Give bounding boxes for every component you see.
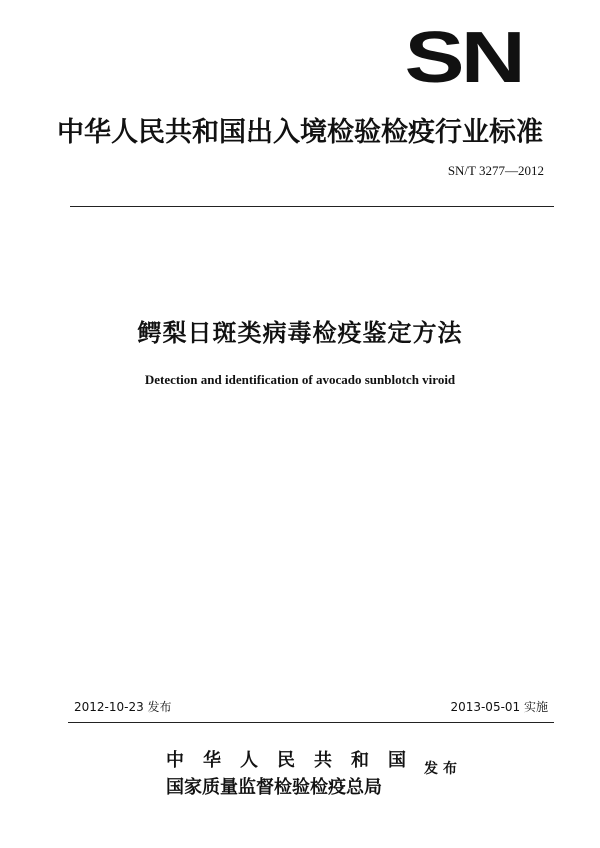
publish-mark: 发布 <box>424 761 462 777</box>
implementation-date: 2013-05-01 实施 <box>450 700 548 714</box>
industry-standard-title: 中华人民共和国出入境检验检疫行业标准 <box>57 117 543 148</box>
top-divider <box>70 206 554 207</box>
issue-date: 2012-10-23 发布 <box>74 700 172 714</box>
document-title-en: Detection and identification of avocado sunblotch viroid <box>144 372 456 387</box>
document-title-cn: 鳄梨日斑类病毒检疫鉴定方法 <box>137 319 463 347</box>
publisher-country: 中华人民共和国 <box>166 750 425 771</box>
bottom-divider <box>68 722 554 723</box>
standard-code: SN/T 3277—2012 <box>447 163 544 178</box>
sn-logo: SN <box>404 18 522 98</box>
publisher-agency: 国家质量监督检验检疫总局 <box>166 777 382 798</box>
publisher-block <box>166 746 466 799</box>
